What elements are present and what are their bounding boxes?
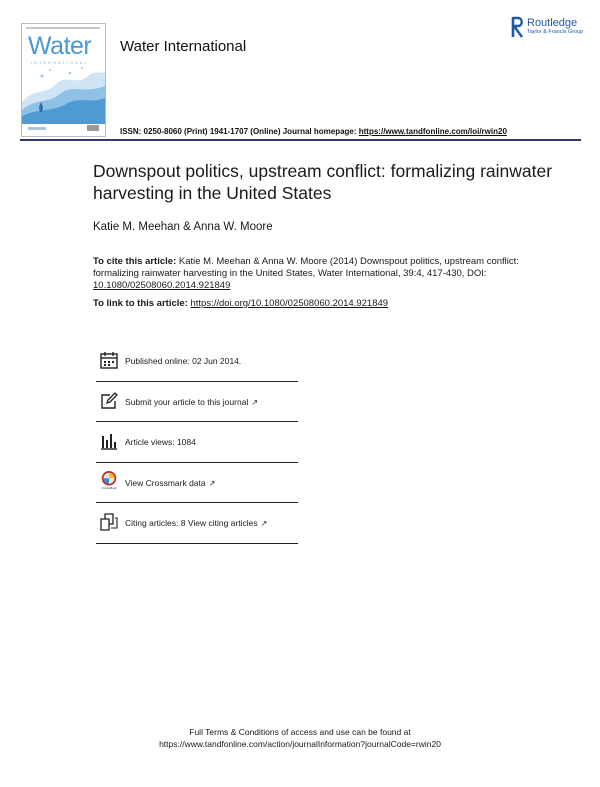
publisher-name: Routledge [527,17,578,29]
cite-label: To cite this article: [93,256,177,267]
crossmark-icon [100,471,118,491]
citation-block [93,256,563,292]
cover-header-strip [26,27,100,29]
cover-footer-mark [28,127,46,130]
article-link-block [93,298,563,310]
journal-cover [21,23,106,137]
citing-articles-icon [100,513,118,531]
citing-articles-row[interactable] [96,503,298,543]
article-authors: Katie M. Meehan & Anna W. Moore [93,221,273,233]
footer-terms-link[interactable]: https://www.tandfonline.com/action/journalInformation?journalCode=rwin20 [159,739,441,749]
external-link-icon: ↗ [260,519,268,528]
journal-title: Water International [120,38,247,55]
cover-publisher-mark [87,125,99,131]
submit-article-row[interactable] [96,382,298,422]
publisher-logo[interactable] [511,16,591,38]
routledge-logo-icon [511,16,524,38]
article-views: Article views: 1084 [125,437,196,447]
article-doi-url[interactable]: https://doi.org/10.1080/02508060.2014.921849 [190,298,389,309]
cite-text: Katie M. Meehan & Anna W. Moore (2014) Downspout politics, upstream conflict: formalizing rainwater harvesting in the United States, Water International, 39:4, 417-430, DOI: [93,256,519,279]
journal-homepage-link[interactable]: https://www.tandfonline.com/loi/rwin20 [358,127,507,136]
header-divider [20,139,581,141]
external-link-icon: ↗ [251,398,259,407]
link-label: To link to this article: [93,298,191,309]
doi-link[interactable]: 10.1080/02508060.2014.921849 [93,280,231,291]
published-date: Published online: 02 Jun 2014. [125,356,242,366]
publisher-group: Taylor & Francis Group [527,29,584,35]
published-row [96,341,298,381]
crossmark-link[interactable]: View Crossmark data [125,478,206,488]
issn-text: ISSN: 0250-8060 (Print) 1941-1707 (Online) Journal homepage: [120,127,359,136]
article-views-row [96,422,298,462]
external-link-icon: ↗ [208,479,216,488]
cover-subtitle: INTERNATIONAL [31,60,89,65]
info-divider [96,543,298,544]
article-title: Downspout politics, upstream conflict: formalizing rainwater harvesting in the United States [93,161,553,203]
edit-icon [100,392,118,410]
crossmark-badge-label: CrossMark [101,486,117,491]
citing-articles-link[interactable]: Citing articles: 8 View citing articles [125,518,258,528]
footer [0,726,600,750]
issn-line [120,127,507,136]
calendar-icon [100,351,118,369]
submit-article-link[interactable]: Submit your article to this journal [125,397,249,407]
cover-title: Water [28,32,92,60]
footer-terms-text: Full Terms & Conditions of access and use can be found at [189,727,411,737]
crossmark-row[interactable] [96,463,298,503]
bar-chart-icon [100,432,118,450]
cover-water-splash [22,64,105,124]
